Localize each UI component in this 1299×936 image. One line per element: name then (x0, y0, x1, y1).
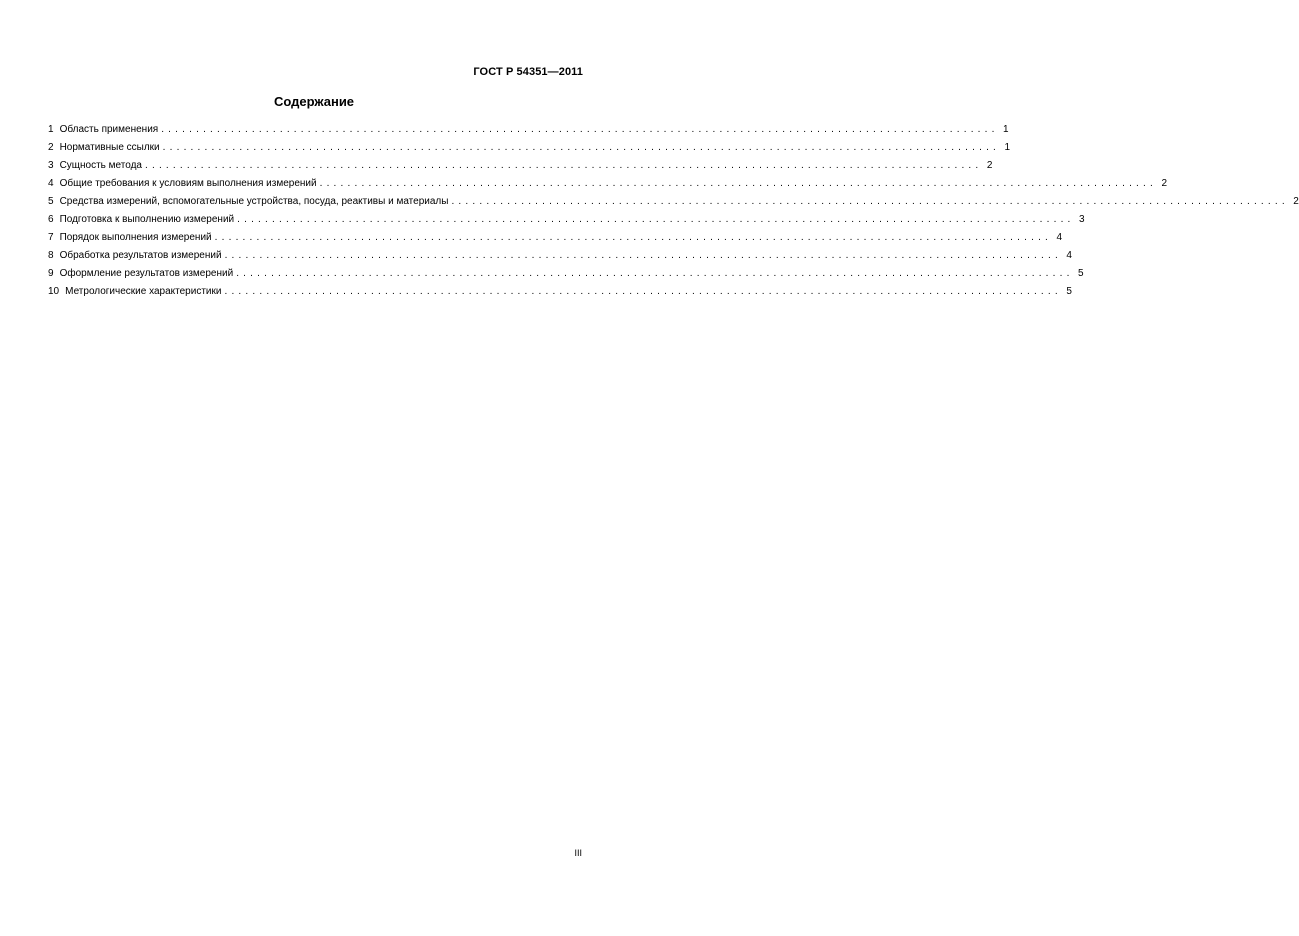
toc-leader-dots: ........................................................................................................................ (161, 124, 999, 135)
toc-entry-number: 6 (48, 214, 54, 225)
toc-leader-dots: ........................................................................................................................ (451, 196, 1289, 207)
toc-entry[interactable] (48, 121, 1009, 139)
toc-entry-page: 2 (986, 160, 993, 171)
toc-entry-label: Нормативные ссылки (59, 142, 160, 153)
toc-leader-dots: ........................................................................................................................ (144, 160, 983, 171)
toc-entry-page: 5 (1066, 286, 1072, 297)
toc-entry-page: 5 (1078, 268, 1084, 279)
toc-entry-label: Средства измерений, вспомогательные устройства, посуда, реактивы и материалы (59, 196, 449, 207)
toc-entry[interactable] (48, 229, 1063, 247)
toc-leader-dots: ........................................................................................................................ (224, 286, 1062, 297)
page-number: III (574, 848, 582, 858)
toc-leader-dots: ........................................................................................................................ (237, 214, 1075, 225)
toc-entry[interactable] (48, 175, 1167, 193)
toc-entry-page: 1 (1003, 124, 1009, 135)
table-of-contents (48, 121, 1299, 301)
toc-entry-page: 4 (1056, 232, 1063, 243)
toc-entry-label: Область применения (59, 124, 159, 135)
toc-entry[interactable] (48, 265, 1084, 283)
toc-entry-label: Обработка результатов измерений (59, 250, 222, 261)
toc-entry[interactable] (48, 139, 1011, 157)
toc-leader-dots: ........................................................................................................................ (236, 268, 1074, 279)
toc-leader-dots: ........................................................................................................................ (214, 232, 1053, 243)
toc-entry-number: 3 (48, 160, 54, 171)
toc-entry-page: 2 (1161, 178, 1167, 189)
toc-entry[interactable] (48, 211, 1085, 229)
toc-entry[interactable] (48, 283, 1072, 301)
toc-entry-number: 5 (48, 196, 54, 207)
toc-entry-label: Порядок выполнения измерений (59, 232, 212, 243)
toc-entry-number: 9 (48, 268, 54, 279)
toc-entry-number: 7 (48, 232, 54, 243)
toc-entry[interactable] (48, 157, 993, 175)
toc-entry-label: Подготовка к выполнению измерений (59, 214, 235, 225)
toc-leader-dots: ........................................................................................................................ (319, 178, 1157, 189)
toc-entry-number: 10 (48, 286, 60, 297)
toc-entry-label: Метрологические характеристики (65, 286, 222, 297)
toc-entry-label: Сущность метода (59, 160, 142, 171)
toc-entry-page: 4 (1066, 250, 1072, 261)
toc-entry[interactable] (48, 247, 1072, 265)
toc-entry-number: 1 (48, 124, 54, 135)
contents-title: Содержание (273, 94, 355, 109)
toc-entry-page: 2 (1293, 196, 1299, 207)
toc-entry-page: 1 (1004, 142, 1011, 153)
toc-entry-label: Оформление результатов измерений (59, 268, 234, 279)
toc-entry-label: Общие требования к условиям выполнения измерений (59, 178, 317, 189)
toc-entry-page: 3 (1078, 214, 1085, 225)
document-code: ГОСТ Р 54351—2011 (473, 66, 583, 78)
toc-entry-number: 4 (48, 178, 54, 189)
toc-leader-dots: ........................................................................................................................ (162, 142, 1001, 153)
toc-entry[interactable] (48, 193, 1299, 211)
toc-entry-number: 8 (48, 250, 54, 261)
toc-leader-dots: ........................................................................................................................ (224, 250, 1062, 261)
toc-entry-number: 2 (48, 142, 54, 153)
